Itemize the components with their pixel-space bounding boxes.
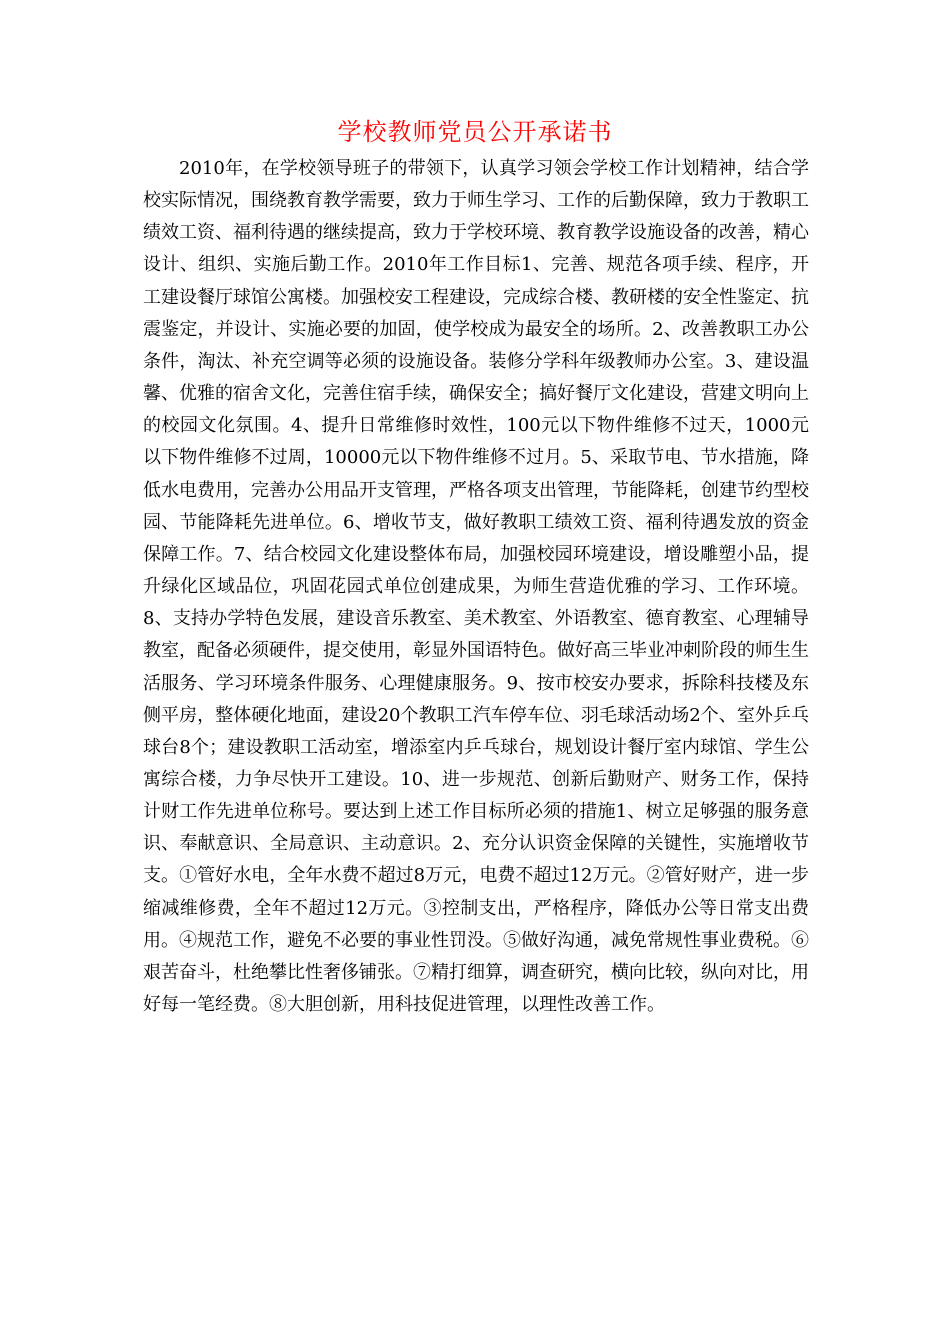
document-title: 学校教师党员公开承诺书 <box>337 118 613 146</box>
document-body-paragraph: 2010年，在学校领导班子的带领下，认真学习领会学校工作计划精神，结合学校实际情况，围绕教育教学需要，致力于师生学习、工作的后勤保障，致力于教职工绩效工资、福利待遇的继续提高，致力于学校环境、教育教学设施设备的改善，精心设计、组织、实施后勤工作。2010年工作目标1、完善、规范各项手续、程序，开工建设餐厅球馆公寓楼。加强校安工程建设，完成综合楼、教研楼的安全性鉴定、抗震鉴定，并设计、实施必要的加固，使学校成为最安全的场所。2、改善教职工办公条件，淘汰、补充空调等必须的设施设备。装修分学科年级教师办公室。3、建设温馨、优雅的宿舍文化，完善住宿手续，确保安全；搞好餐厅文化建设，营建文明向上的校园文化氛围。4、提升日常维修时效性，100元以下物件维修不过天，1000元以下物件维修不过周，10000元以下物件维修不过月。5、采取节电、节水措施，降低水电费用，完善办公用品开支管理，严格各项支出管理，节能降耗，创建节约型校园、节能降耗先进单位。6、增收节支，做好教职工绩效工资、福利待遇发放的资金保障工作。7、结合校园文化建设整体布局，加强校园环境建设，增设雕塑小品，提升绿化区域品位，巩固花园式单位创建成果，为师生营造优雅的学习、工作环境。8、支持办学特色发展，建设音乐教室、美术教室、外语教室、德育教室、心理辅导教室，配备必须硬件，提交使用，彰显外国语特色。做好高三毕业冲刺阶段的师生生活服务、学习环境条件服务、心理健康服务。9、按市校安办要求，拆除科技楼及东侧平房，整体硬化地面，建设20个教职工汽车停车位、羽毛球活动场2个、室外乒乓球台8个；建设教职工活动室，增添室内乒乓球台，规划设计餐厅室内球馆、学生公寓综合楼，力争尽快开工建设。10、进一步规范、创新后勤财产、财务工作，保持计财工作先进单位称号。要达到上述工作目标所必须的措施1、树立足够强的服务意识、奉献意识、全局意识、主动意识。2、充分认识资金保障的关键性，实施增收节支。①管好水电，全年水费不超过8万元，电费不超过12万元。②管好财产，进一步缩减维修费，全年不超过12万元。③控制支出，严格程序，降低办公等日常支出费用。④规范工作，避免不必要的事业性罚没。⑤做好沟通，减免常规性事业费税。⑥艰苦奋斗，杜绝攀比性奢侈铺张。⑦精打细算，调查研究，横向比较，纵向对比，用好每一笔经费。⑧大胆创新，用科技促进管理，以理性改善工作。 <box>143 158 809 1016</box>
